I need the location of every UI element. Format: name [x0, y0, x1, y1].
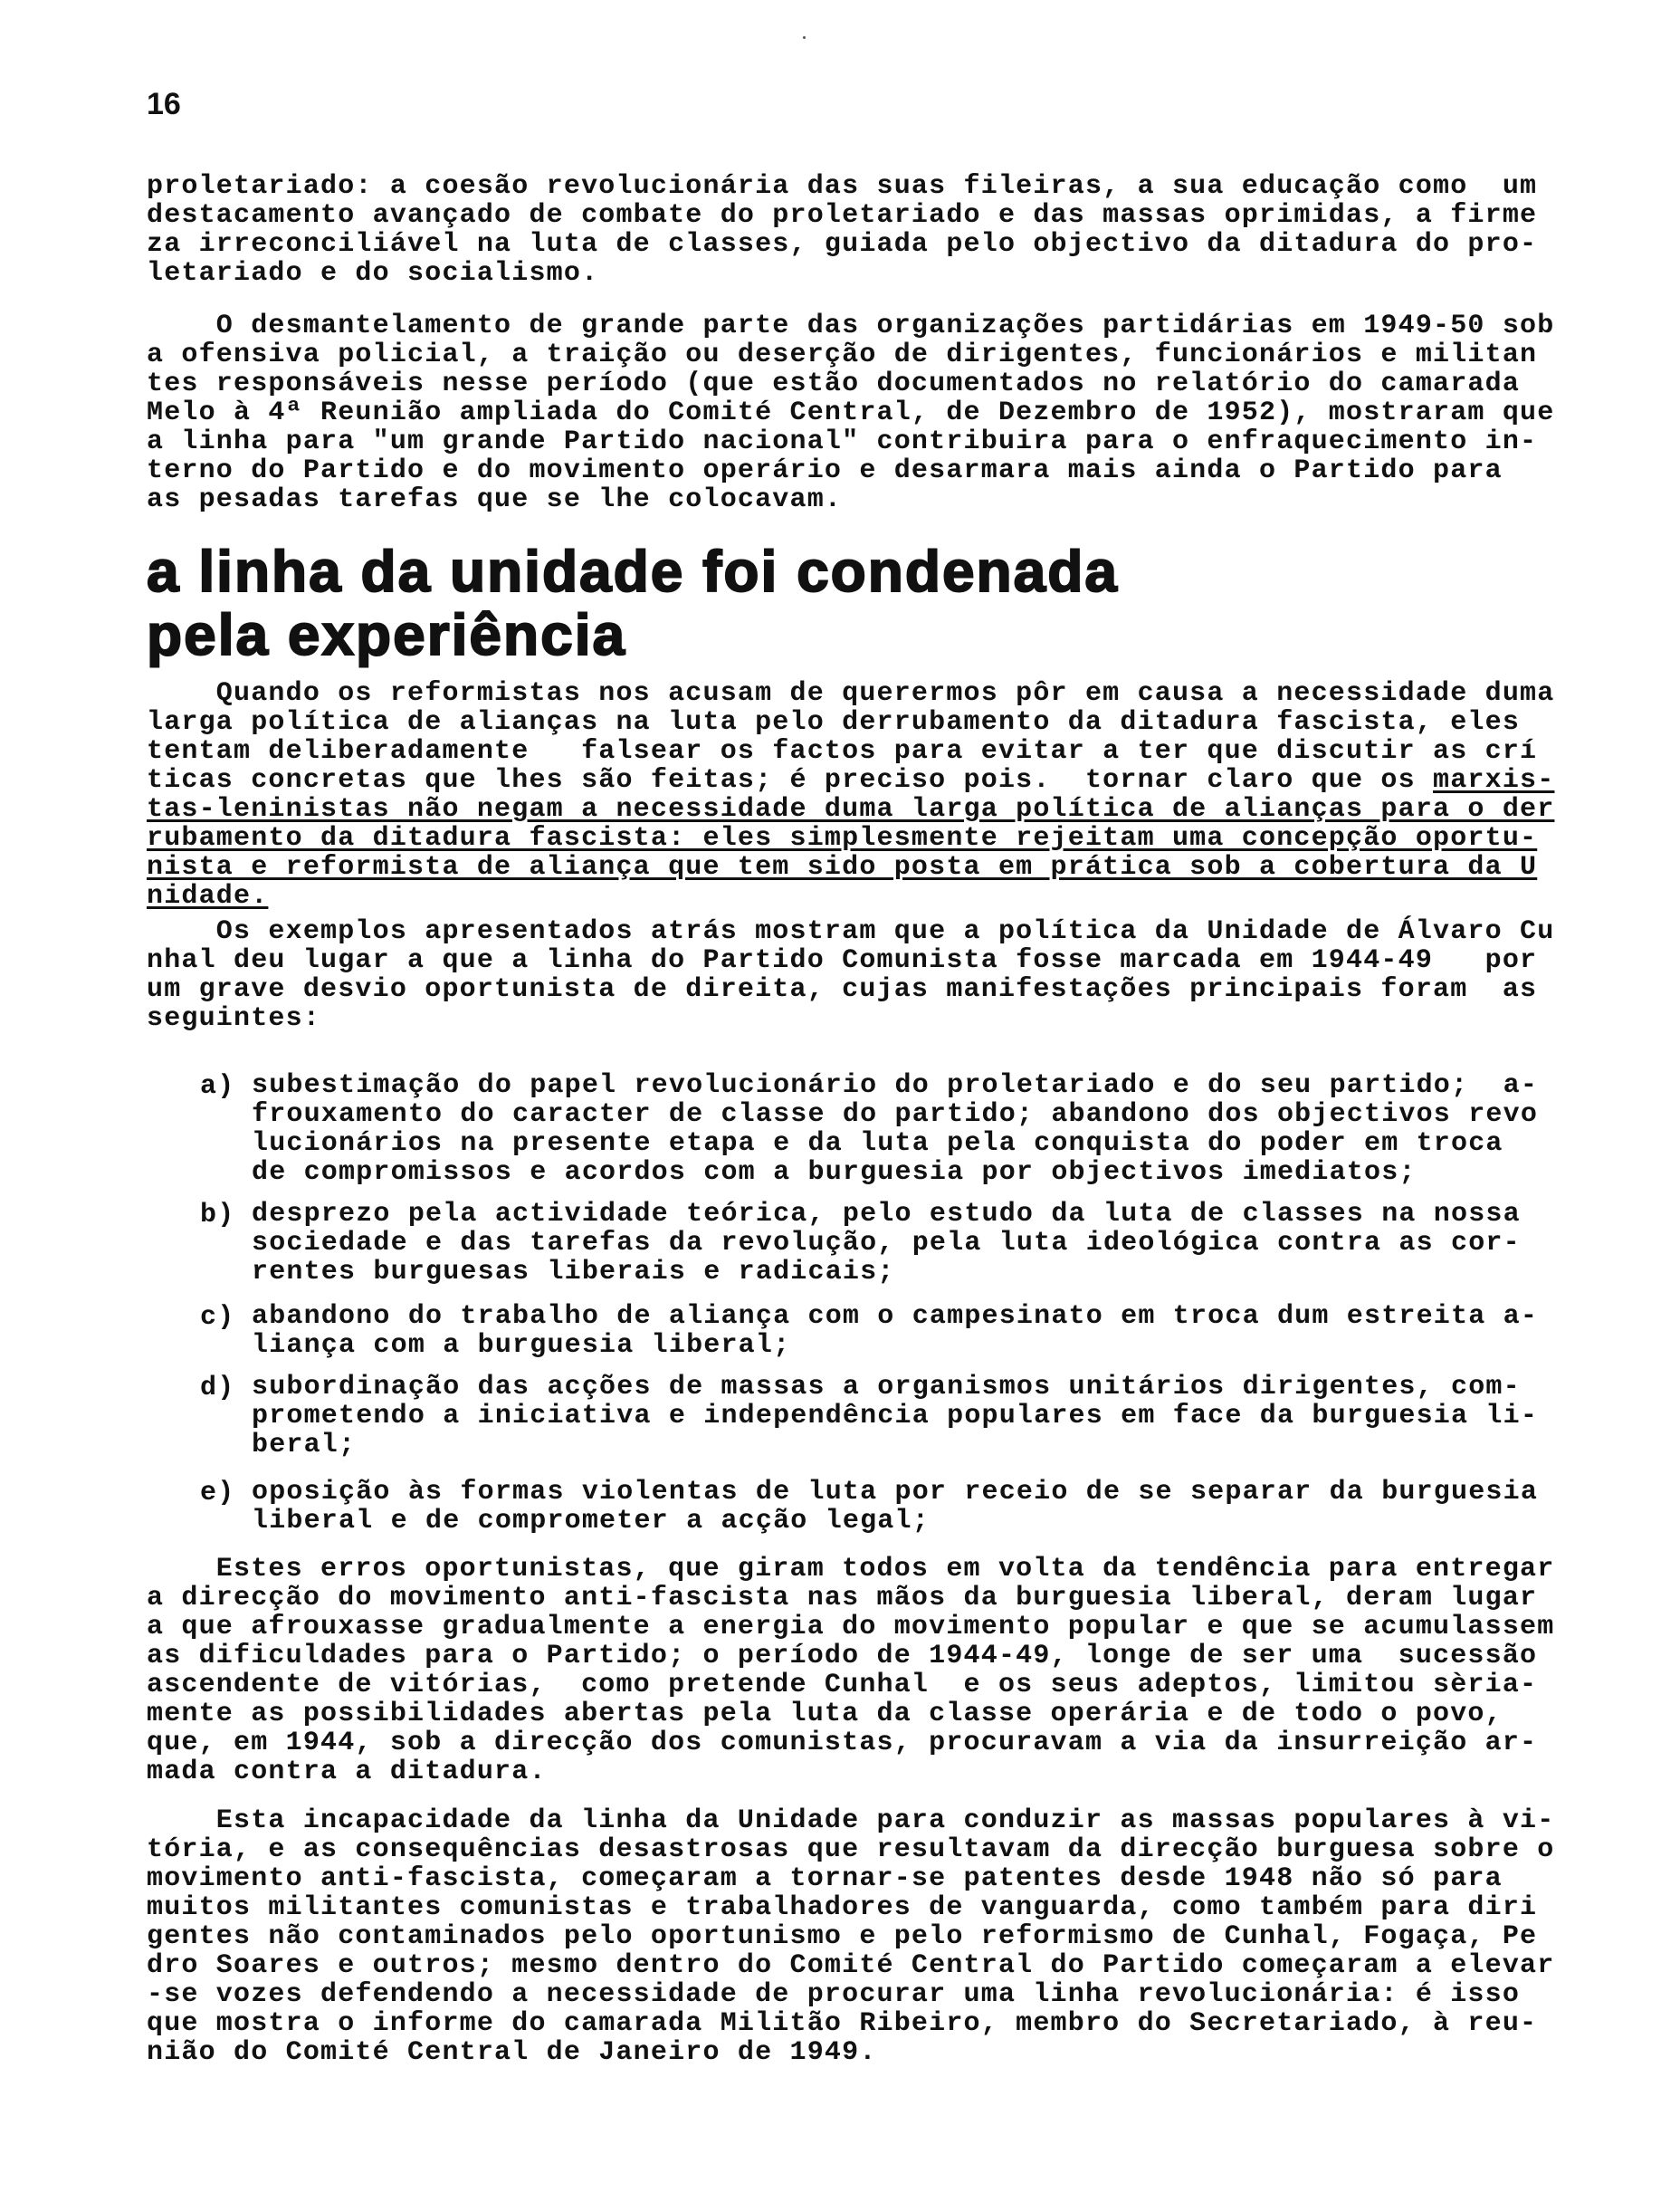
text-line: rentes burguesas liberais e radicais;: [252, 1257, 895, 1288]
text-line: abandono do trabalho de aliança com o campesinato em troca dum estreita a-: [252, 1301, 1539, 1332]
text-line: tória, e as consequências desastrosas que resultavam da direcção burguesa sobre o: [147, 1834, 1555, 1865]
text-line: seguintes:: [147, 1003, 321, 1034]
text-line: a ofensiva policial, a traição ou deserção de dirigentes, funcionários e militan: [147, 340, 1538, 370]
text-line: um grave desvio oportunista de direita, cujas manifestações principais foram as: [147, 974, 1538, 1005]
text-line: muitos militantes comunistas e trabalhadores de vanguarda, como também para diri: [147, 1892, 1538, 1923]
text-line: tentam deliberadamente falsear os factos para evitar a ter que discutir as crí: [147, 736, 1538, 767]
underlined-text: marxis-: [1433, 765, 1555, 796]
text-line: Esta incapacidade da linha da Unidade para conduzir as massas populares à vi-: [147, 1805, 1555, 1836]
text-line: desprezo pela actividade teórica, pelo estudo da luta de classes na nossa: [252, 1199, 1521, 1230]
list-text: [252, 1478, 1538, 1536]
list-text: [252, 1071, 1538, 1187]
paragraph-4: [147, 917, 1559, 1033]
list-label: a): [200, 1071, 235, 1102]
text-line: subordinação das acções de massas a organismos unitários dirigentes, com-: [252, 1372, 1521, 1403]
paragraph-3: [147, 679, 1559, 911]
paragraph-3-mixed-line: [147, 766, 1559, 795]
text-line: ascendente de vitórias, como pretende Cunhal e os seus adeptos, limitou sèria-: [147, 1670, 1538, 1700]
list-label: b): [200, 1200, 235, 1230]
text-line: subestimação do papel revolucionário do proletariado e do seu partido; a-: [252, 1070, 1539, 1101]
text-line: frouxamento do caracter de classe do partido; abandono dos objectivos revo: [252, 1099, 1539, 1130]
text-line: Os exemplos apresentados atrás mostram que a política da Unidade de Álvaro Cu: [147, 916, 1555, 947]
text-line: oposição às formas violentas de luta por receio de se separar da burguesia: [252, 1477, 1539, 1508]
text-line: sociedade e das tarefas da revolução, pela luta ideológica contra as cor-: [252, 1228, 1521, 1259]
paragraph-1: [147, 172, 1559, 288]
text-line: a direcção do movimento anti-fascista nas mãos da burguesia liberal, deram lugar: [147, 1583, 1538, 1613]
paragraph-3-plain: [147, 679, 1559, 766]
text-line: nidade.: [147, 881, 269, 912]
page-number: 16: [147, 87, 181, 121]
text-line: mada contra a ditadura.: [147, 1757, 547, 1787]
paragraph-3-underlined: [147, 795, 1559, 911]
text-line: que, em 1944, sob a direcção dos comunistas, procuravam a via da insurreição ar-: [147, 1728, 1538, 1758]
text-line: gentes não contaminados pelo oportunismo e pelo reformismo de Cunhal, Fogaça, Pe: [147, 1921, 1538, 1952]
text-line: nião do Comité Central de Janeiro de 1949.: [147, 2037, 877, 2068]
text-line: que mostra o informe do camarada Militão Ribeiro, membro do Secretariado, à reu-: [147, 2008, 1538, 2039]
text-line: Melo à 4ª Reunião ampliada do Comité Central, de Dezembro de 1952), mostraram que: [147, 397, 1555, 428]
text-line: za irreconciliável na luta de classes, guiada pelo objectivo da ditadura do pro-: [147, 229, 1538, 260]
section-heading: [147, 540, 1119, 666]
text-line: movimento anti-fascista, começaram a tornar-se patentes desde 1948 não só para: [147, 1863, 1503, 1894]
text-line: liberal e de comprometer a acção legal;: [252, 1506, 930, 1537]
text-line: terno do Partido e do movimento operário e desarmara mais ainda o Partido para: [147, 455, 1503, 486]
list-label: c): [200, 1302, 235, 1333]
text-line: tes responsáveis nesse período (que estão documentados no relatório do camarada: [147, 369, 1521, 399]
paragraph-5: [147, 1555, 1559, 1786]
text-line: de compromissos e acordos com a burguesia por objectivos imediatos;: [252, 1157, 1417, 1188]
section-heading-line-1: a linha da unidade foi condenada: [147, 539, 1119, 604]
text-line: as dificuldades para o Partido; o período de 1944-49, longe de ser uma sucessão: [147, 1641, 1538, 1671]
text-line: nista e reformista de aliança que tem sido posta em prática sob a cobertura da U: [147, 852, 1538, 883]
text-line: letariado e do socialismo.: [147, 258, 599, 289]
section-heading-line-2: pela experiência: [147, 602, 627, 667]
text-line: lucionários na presente etapa e da luta pela conquista do poder em troca: [252, 1128, 1503, 1159]
text-line: larga política de alianças na luta pelo derrubamento da ditadura fascista, eles: [147, 707, 1521, 738]
text-line: beral;: [252, 1430, 357, 1460]
list-text: [252, 1302, 1538, 1360]
paragraph-6: [147, 1806, 1559, 2067]
paragraph-2: [147, 311, 1559, 514]
scan-speck: [803, 36, 806, 39]
text-line: O desmantelamento de grande parte das organizações partidárias em 1949-50 sob: [147, 311, 1555, 341]
list-text: [252, 1200, 1521, 1287]
text-line: prometendo a iniciativa e independência populares em face da burguesia li-: [252, 1401, 1539, 1431]
text-line: liança com a burguesia liberal;: [252, 1330, 791, 1361]
text-line: Estes erros oportunistas, que giram todos em volta da tendência para entregar: [147, 1554, 1555, 1584]
text-line: as pesadas tarefas que se lhe colocavam.: [147, 484, 843, 515]
plain-text: ticas concretas que lhes são feitas; é preciso pois. tornar claro que os: [147, 765, 1434, 796]
text-line: a linha para "um grande Partido nacional" contribuira para o enfraquecimento in-: [147, 426, 1538, 457]
list-label: d): [200, 1373, 235, 1403]
text-line: nhal deu lugar a que a linha do Partido Comunista fosse marcada em 1944-49 por: [147, 945, 1538, 976]
text-line: rubamento da ditadura fascista: eles simplesmente rejeitam uma concepção oportu-: [147, 823, 1538, 854]
text-line: dro Soares e outros; mesmo dentro do Comité Central do Partido começaram a elevar: [147, 1950, 1555, 1981]
list-label: e): [200, 1478, 235, 1508]
text-line: mente as possibilidades abertas pela luta da classe operária e de todo o povo,: [147, 1699, 1503, 1729]
list-text: [252, 1373, 1538, 1460]
text-line: tas-leninistas não negam a necessidade duma larga política de alianças para o der: [147, 794, 1555, 825]
text-line: -se vozes defendendo a necessidade de procurar uma linha revolucionária: é isso: [147, 1979, 1521, 2010]
text-line: a que afrouxasse gradualmente a energia do movimento popular e que se acumulassem: [147, 1612, 1555, 1642]
text-line: proletariado: a coesão revolucionária das suas fileiras, a sua educação como um: [147, 171, 1538, 202]
text-line: destacamento avançado de combate do proletariado e das massas oprimidas, a firme: [147, 200, 1538, 231]
text-line: Quando os reformistas nos acusam de querermos pôr em causa a necessidade duma: [147, 678, 1555, 709]
